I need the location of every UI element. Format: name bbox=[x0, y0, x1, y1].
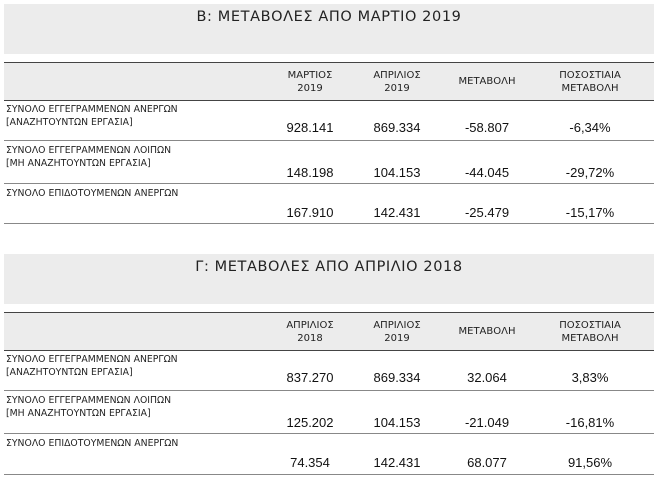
value-cell: 142.431 bbox=[373, 205, 421, 220]
table-row bbox=[4, 100, 654, 141]
section-b bbox=[4, 4, 654, 224]
change-cell: -44.045 bbox=[464, 165, 510, 180]
header-col-4: ΠΟΣΟΣΤΙΑΙΑ ΜΕΤΑΒΟΛΗ bbox=[559, 319, 621, 344]
section-b-title: Β: ΜΕΤΑΒΟΛΕΣ ΑΠΟ ΜΑΡΤΙΟ 2019 bbox=[196, 9, 462, 25]
value-cell: 837.270 bbox=[286, 370, 334, 385]
row-label: ΣΥΝΟΛΟ ΕΠΙΔΟΤΟΥΜΕΝΩΝ ΑΝΕΡΓΩΝ bbox=[6, 438, 179, 449]
percent-change-cell: 3,83% bbox=[571, 370, 609, 385]
header-col-1: ΑΠΡΙΛΙΟΣ 2018 bbox=[286, 319, 334, 344]
table-row bbox=[4, 434, 654, 475]
section-c bbox=[4, 254, 654, 479]
value-cell: 148.198 bbox=[286, 165, 334, 180]
percent-change-cell: -6,34% bbox=[569, 120, 611, 135]
percent-change-cell: -16,81% bbox=[565, 415, 615, 430]
header-col-3: ΜΕΤΑΒΟΛΗ bbox=[458, 326, 516, 337]
row-label: ΣΥΝΟΛΟ ΕΓΓΕΓΡΑΜΜΕΝΩΝ ΑΝΕΡΓΩΝ [ΑΝΑΖΗΤΟΥΝΤΩΝ ΕΡΓΑΣΙΑ] bbox=[6, 354, 178, 378]
table-row bbox=[4, 184, 654, 224]
row-label: ΣΥΝΟΛΟ ΕΓΓΕΓΡΑΜΜΕΝΩΝ ΑΝΕΡΓΩΝ [ΑΝΑΖΗΤΟΥΝΤΩΝ ΕΡΓΑΣΙΑ] bbox=[6, 104, 178, 128]
value-cell: 167.910 bbox=[286, 205, 334, 220]
percent-change-cell: 91,56% bbox=[567, 455, 613, 470]
change-cell: -58.807 bbox=[464, 120, 510, 135]
header-col-2: ΑΠΡΙΛΙΟΣ 2019 bbox=[373, 69, 421, 94]
section-c-title-band bbox=[4, 254, 654, 304]
value-cell: 869.334 bbox=[373, 370, 421, 385]
table-row bbox=[4, 391, 654, 434]
table-row bbox=[4, 141, 654, 184]
section-b-title-band bbox=[4, 4, 654, 54]
table-row bbox=[4, 350, 654, 391]
change-cell: -25.479 bbox=[464, 205, 510, 220]
value-cell: 104.153 bbox=[373, 165, 421, 180]
percent-change-cell: -29,72% bbox=[565, 165, 615, 180]
value-cell: 104.153 bbox=[373, 415, 421, 430]
percent-change-cell: -15,17% bbox=[565, 205, 615, 220]
section-b-header-row bbox=[4, 62, 654, 101]
row-label: ΣΥΝΟΛΟ ΕΓΓΕΓΡΑΜΜΕΝΩΝ ΛΟΙΠΩΝ [ΜΗ ΑΝΑΖΗΤΟΥΝΤΩΝ ΕΡΓΑΣΙΑ] bbox=[6, 395, 172, 419]
row-label: ΣΥΝΟΛΟ ΕΠΙΔΟΤΟΥΜΕΝΩΝ ΑΝΕΡΓΩΝ bbox=[6, 188, 179, 199]
value-cell: 869.334 bbox=[373, 120, 421, 135]
header-col-3: ΜΕΤΑΒΟΛΗ bbox=[458, 76, 516, 87]
change-cell: 68.077 bbox=[467, 455, 507, 470]
change-cell: 32.064 bbox=[467, 370, 507, 385]
value-cell: 928.141 bbox=[286, 120, 334, 135]
value-cell: 142.431 bbox=[373, 455, 421, 470]
change-cell: -21.049 bbox=[464, 415, 510, 430]
section-c-header-row bbox=[4, 312, 654, 351]
value-cell: 74.354 bbox=[290, 455, 330, 470]
section-c-title: Γ: ΜΕΤΑΒΟΛΕΣ ΑΠΟ ΑΠΡΙΛΙΟ 2018 bbox=[195, 259, 463, 275]
header-col-1: ΜΑΡΤΙΟΣ 2019 bbox=[287, 69, 333, 94]
row-label: ΣΥΝΟΛΟ ΕΓΓΕΓΡΑΜΜΕΝΩΝ ΛΟΙΠΩΝ [ΜΗ ΑΝΑΖΗΤΟΥΝΤΩΝ ΕΡΓΑΣΙΑ] bbox=[6, 145, 172, 169]
header-col-2: ΑΠΡΙΛΙΟΣ 2019 bbox=[373, 319, 421, 344]
value-cell: 125.202 bbox=[286, 415, 334, 430]
header-col-4: ΠΟΣΟΣΤΙΑΙΑ ΜΕΤΑΒΟΛΗ bbox=[559, 69, 621, 94]
